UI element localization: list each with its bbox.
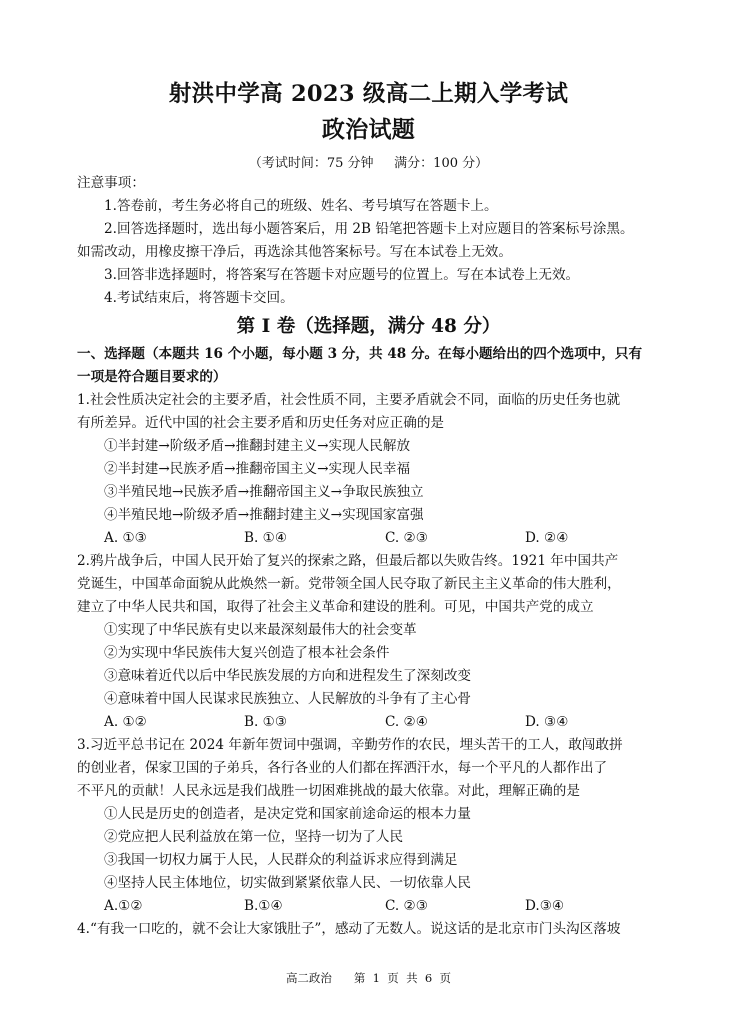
choice-d[interactable]: D. ③④ [525,714,569,730]
section-instruction: 一项是符合题目要求的） [77,369,227,385]
notice-item: 如需改动，用橡皮擦干净后，再选涂其他答案标号。写在本试卷上无效。 [77,244,512,260]
page-footer: 高二政治 第 1 页 共 6 页 [285,971,452,985]
choice-b[interactable]: B.①④ [244,898,283,914]
exam-title: 射洪中学高 2023 级高二上期入学考试 [168,81,569,107]
choice-b[interactable]: B. ①③ [244,714,288,730]
question-stem: 1.社会性质决定社会的主要矛盾，社会性质不同，主要矛盾就会不同，面临的历史任务也就 [77,392,621,408]
answer-choices [0,713,737,731]
question-stem: 建立了中华人民共和国，取得了社会主义革命和建设的胜利。可见，中国共产党的成立 [77,599,594,615]
question-stem: 4.“有我一口吃的，就不会让大家饿肚子”，感动了无数人。说这话的是北京市门头沟区落坡 [77,921,621,937]
notice-item: 2.回答选择题时，选出每小题答案后，用 2B 铅笔把答题卡上对应题目的答案标号涂黑。 [104,221,634,237]
question-statement: ①人民是历史的创造者，是决定党和国家前途命运的根本力量 [104,806,472,822]
choice-c[interactable]: C. ②③ [385,898,428,914]
choice-d[interactable]: D. ②④ [525,530,569,546]
notice-item: 4.考试结束后，将答题卡交回。 [104,290,294,306]
question-stem: 党诞生，中国革命面貌从此焕然一新。党带领全国人民夺取了新民主主义革命的伟大胜利， [77,576,621,592]
choice-a[interactable]: A. ①② [104,714,147,730]
exam-info: （考试时间：75 分钟 满分：100 分） [248,156,489,171]
section-title: 第 I 卷（选择题，满分 48 分） [236,316,501,337]
choice-b[interactable]: B. ①④ [244,530,288,546]
question-statement: ①半封建→阶级矛盾→推翻封建主义→实现人民解放 [104,438,411,454]
answer-choices [0,897,737,915]
notice-item: 1.答卷前，考生务必将自己的班级、姓名、考号填写在答题卡上。 [104,198,498,214]
notice-item: 3.回答非选择题时，将答案写在答题卡对应题号的位置上。写在本试卷上无效。 [104,267,580,283]
choice-d[interactable]: D.③④ [525,898,565,914]
question-statement: ④坚持人民主体地位，切实做到紧紧依靠人民、一切依靠人民 [104,875,472,891]
question-statement: ③意味着近代以后中华民族发展的方向和进程发生了深刻改变 [104,668,472,684]
question-stem: 3.习近平总书记在 2024 年新年贺词中强调，辛勤劳作的农民，埋头苦干的工人，敢闯敢拼 [77,737,623,753]
question-stem: 的创业者，保家卫国的子弟兵，各行各业的人们都在挥洒汗水，每一个平凡的人都作出了 [77,760,608,776]
question-statement: ①实现了中华民族有史以来最深刻最伟大的社会变革 [104,622,417,638]
question-statement: ④意味着中国人民谋求民族独立、人民解放的斗争有了主心骨 [104,691,472,707]
subject-title: 政治试题 [321,116,416,143]
question-stem: 有所差异。近代中国的社会主要矛盾和历史任务对应正确的是 [77,415,445,431]
question-statement: ③我国一切权力属于人民，人民群众的利益诉求应得到满足 [104,852,458,868]
answer-choices [0,529,737,547]
question-statement: ②党应把人民利益放在第一位，坚持一切为了人民 [104,829,404,845]
section-instruction: 一、选择题（本题共 16 个小题，每小题 3 分，共 48 分。在每小题给出的四个选项中，只有 [77,346,643,362]
choice-c[interactable]: C. ②③ [385,530,428,546]
choice-a[interactable]: A.①② [104,898,143,914]
question-statement: ③半殖民地→民族矛盾→推翻帝国主义→争取民族独立 [104,484,424,500]
question-statement: ②半封建→民族矛盾→推翻帝国主义→实现人民幸福 [104,461,411,477]
question-statement: ④半殖民地→阶级矛盾→推翻封建主义→实现国家富强 [104,507,424,523]
question-statement: ②为实现中华民族伟大复兴创造了根本社会条件 [104,645,390,661]
notice-heading: 注意事项： [77,175,145,191]
choice-a[interactable]: A. ①③ [104,530,147,546]
question-stem: 不平凡的贡献！人民永远是我们战胜一切困难挑战的最大依靠。对此，理解正确的是 [77,783,580,799]
question-stem: 2.鸦片战争后，中国人民开始了复兴的探索之路，但最后都以失败告终。1921 年中国共产 [77,553,619,569]
choice-c[interactable]: C. ②④ [385,714,428,730]
